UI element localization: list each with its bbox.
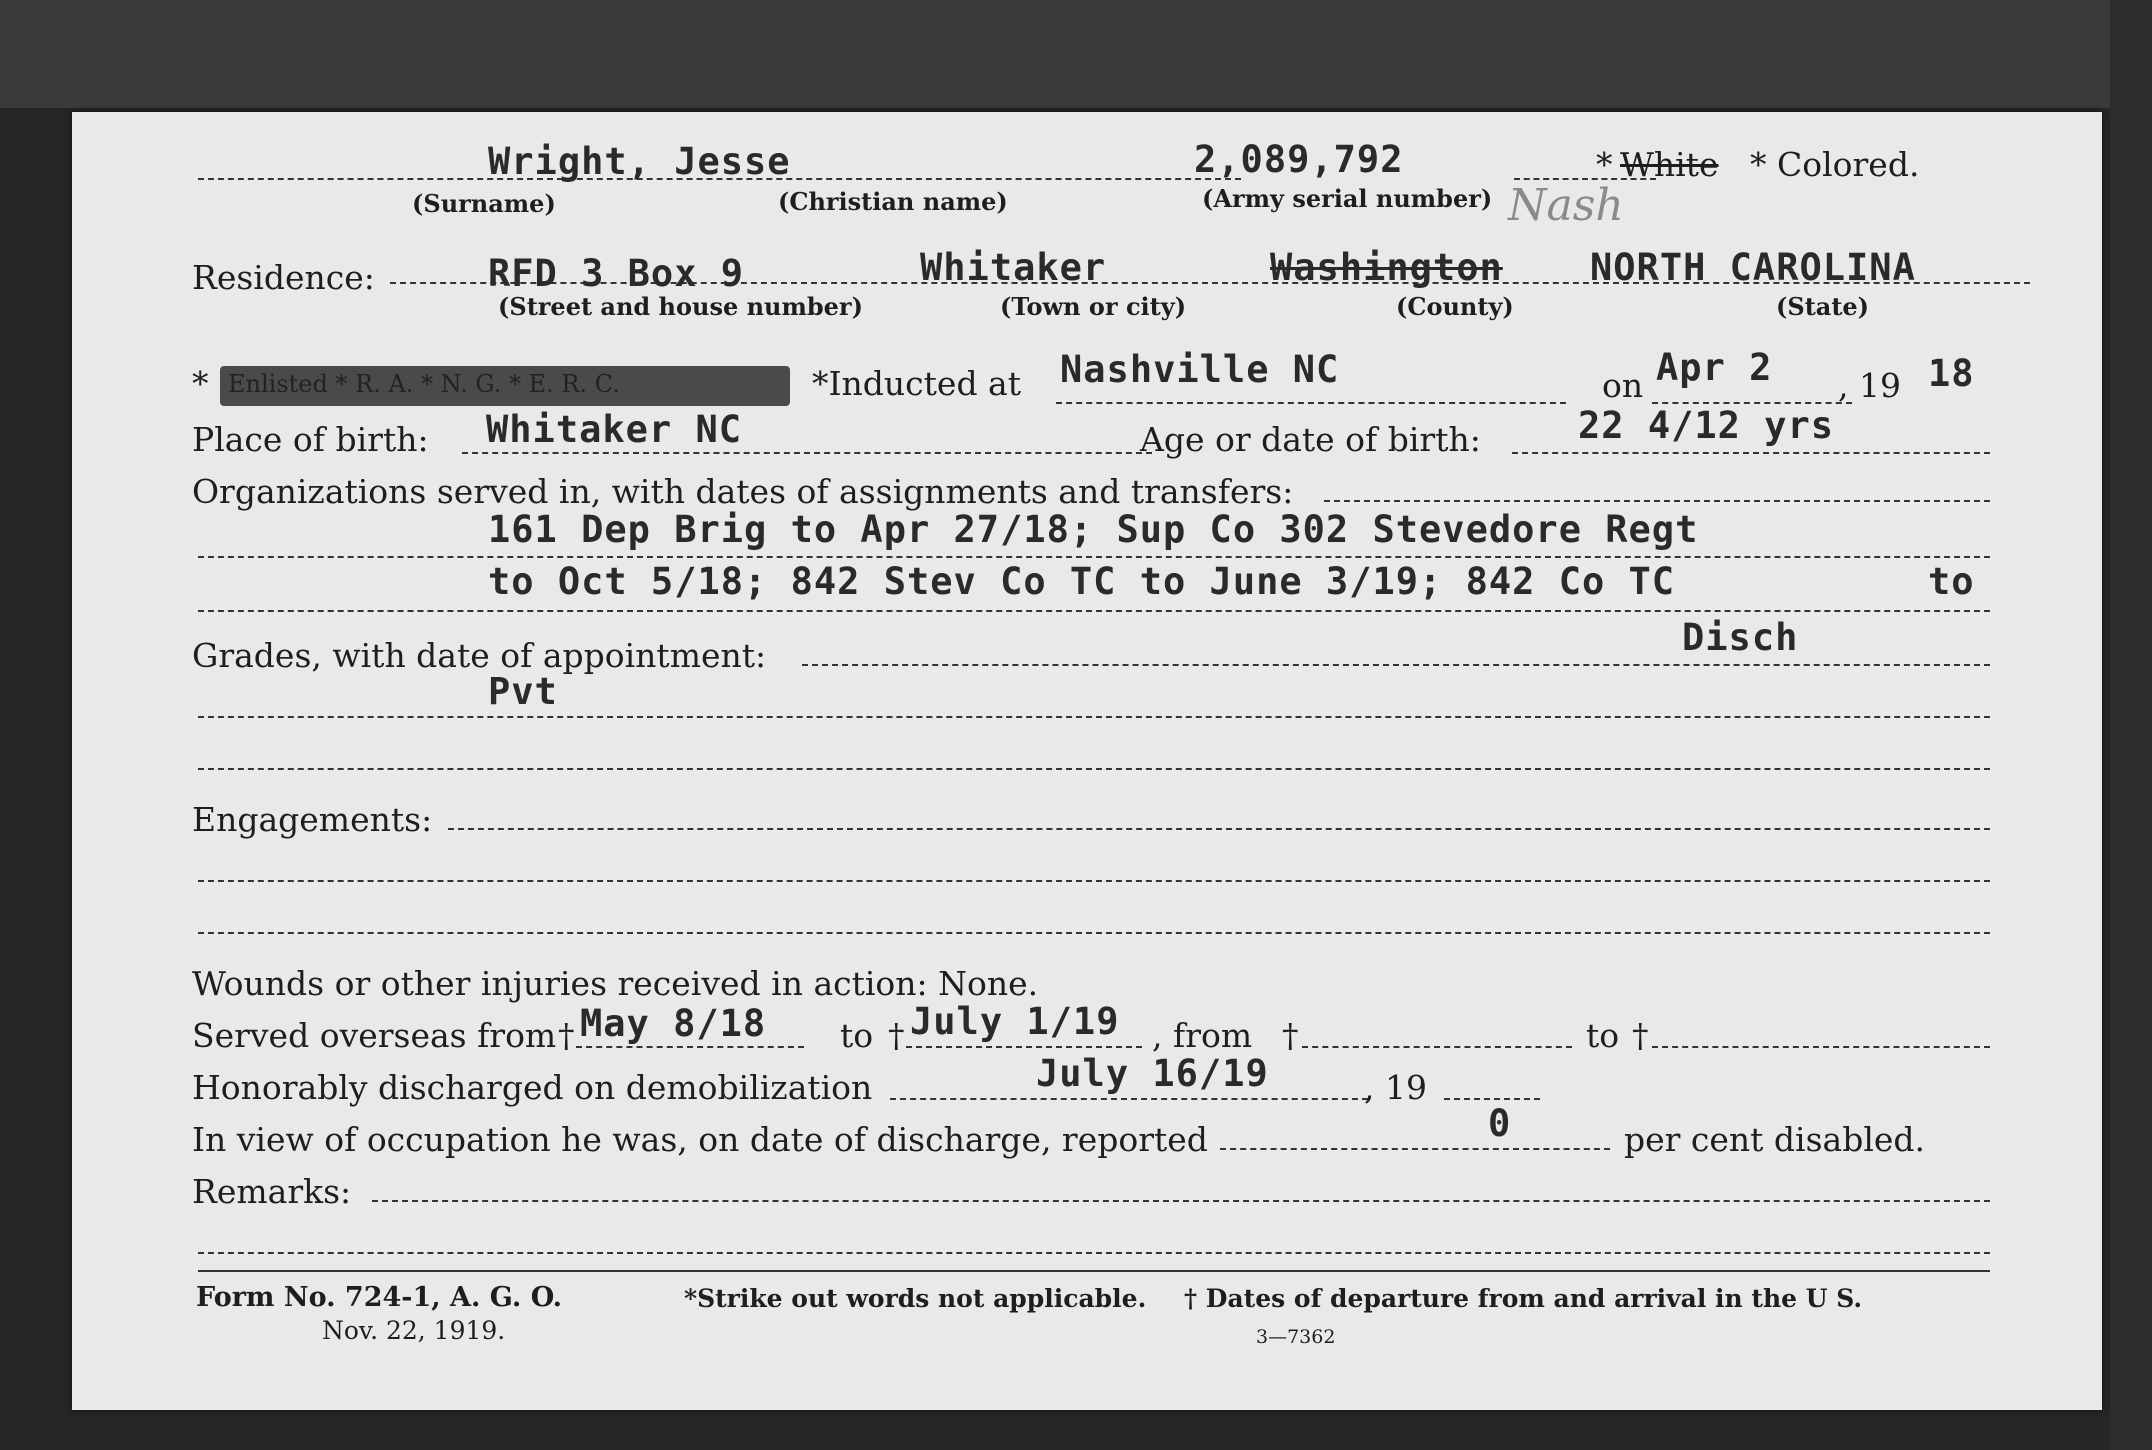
form-number: Form No. 724-1, A. G. O. <box>196 1282 563 1313</box>
race-white-struck: White <box>1620 145 1719 184</box>
dates-note: † Dates of departure from and arrival in the U S. <box>1184 1284 1863 1313</box>
organizations-line-1 <box>198 556 1990 558</box>
organizations-entry-2: to Oct 5/18; 842 Stev Co TC to June 3/19; 842 Co TC <box>488 560 1676 603</box>
discharge-label: Honorably discharged on demobilization <box>192 1068 873 1107</box>
disability-suffix: per cent disabled. <box>1624 1120 1926 1159</box>
residence-state: NORTH CAROLINA <box>1590 246 1916 289</box>
overseas-dagger-2: † <box>888 1016 905 1055</box>
service-record-card <box>72 112 2102 1410</box>
disability-line <box>1220 1148 1610 1150</box>
place-of-birth-label: Place of birth: <box>192 420 429 459</box>
street-caption: (Street and house number) <box>498 292 863 321</box>
enlisted-redaction <box>220 366 790 406</box>
overseas-from-line <box>576 1046 804 1048</box>
organizations-entry-2-tail: to <box>1928 560 1975 603</box>
overseas-to-line <box>906 1046 1142 1048</box>
grades-label: Grades, with date of appointment: <box>192 636 767 675</box>
residence-town: Whitaker <box>920 246 1107 289</box>
engagements-line-0 <box>448 828 1990 830</box>
enlisted-struck-text: Enlisted * R. A. * N. G. * E. R. C. <box>228 370 620 398</box>
county-caption: (County) <box>1396 292 1514 321</box>
residence-street: RFD 3 Box 9 <box>488 252 745 295</box>
place-of-birth-value: Whitaker NC <box>486 408 743 451</box>
grades-value: Pvt <box>488 670 558 713</box>
overseas-to-label-2: to <box>1586 1016 1620 1055</box>
inducted-year-prefix: , 19 <box>1838 366 1901 405</box>
surname-caption: (Surname) <box>412 189 556 218</box>
organizations-entry-3: Disch <box>1682 616 1799 659</box>
discharge-year-line <box>1444 1098 1540 1100</box>
overseas-to-line-2 <box>1652 1046 1990 1048</box>
overseas-label: Served overseas from <box>192 1016 557 1055</box>
disability-percent: 0 <box>1488 1102 1512 1145</box>
inducted-year: 18 <box>1928 352 1975 395</box>
overseas-to-date: July 1/19 <box>910 1000 1120 1043</box>
discharge-year-suffix: , 19 <box>1364 1068 1427 1107</box>
army-serial-number: 2,089,792 <box>1194 138 1404 181</box>
grades-line-2 <box>198 768 1990 770</box>
inducted-place-line <box>1056 402 1566 404</box>
enlisted-star: * <box>192 364 209 403</box>
remarks-line-2 <box>198 1252 1990 1254</box>
residence-county-struck: Washington <box>1270 246 1503 289</box>
grades-line-0 <box>802 664 1990 666</box>
overseas-dagger-3: † <box>1282 1016 1299 1055</box>
inducted-date: Apr 2 <box>1656 346 1773 389</box>
remarks-label: Remarks: <box>192 1172 352 1211</box>
serial-caption: (Army serial number) <box>1202 184 1493 213</box>
state-caption: (State) <box>1776 292 1870 321</box>
organizations-entry-1: 161 Dep Brig to Apr 27/18; Sup Co 302 Stevedore Regt <box>488 508 1699 551</box>
residence-label: Residence: <box>192 258 375 297</box>
scanner-background-top <box>0 0 2152 108</box>
overseas-dagger-4: † <box>1632 1016 1649 1055</box>
strike-note: *Strike out words not applicable. <box>684 1284 1147 1313</box>
engagements-line-2 <box>198 932 1990 934</box>
footer-rule <box>198 1270 1990 1272</box>
overseas-from-label-2: , from <box>1152 1016 1253 1055</box>
race-asterisk: * <box>1596 145 1613 184</box>
discharge-date: July 16/19 <box>1036 1052 1269 1095</box>
discharge-line <box>890 1098 1368 1100</box>
overseas-from-line-2 <box>1302 1046 1572 1048</box>
inducted-label: *Inducted at <box>812 364 1021 403</box>
wounds-statement: Wounds or other injuries received in action: None. <box>192 964 1039 1003</box>
organizations-line-2 <box>198 610 1990 612</box>
age-value: 22 4/12 yrs <box>1578 404 1835 447</box>
inducted-on-label: on <box>1602 366 1644 405</box>
place-of-birth-line <box>462 452 1152 454</box>
remarks-line-1 <box>372 1200 1990 1202</box>
scanner-background-right <box>2110 0 2152 1450</box>
organizations-label: Organizations served in, with dates of assignments and transfers: <box>192 472 1294 511</box>
engagements-label: Engagements: <box>192 800 433 839</box>
age-label: Age or date of birth: <box>1140 420 1481 459</box>
overseas-to-label: to <box>840 1016 874 1055</box>
disability-label: In view of occupation he was, on date of discharge, reported <box>192 1120 1208 1159</box>
inducted-place: Nashville NC <box>1060 348 1340 391</box>
grades-line-1 <box>198 716 1990 718</box>
print-code: 3—7362 <box>1256 1326 1336 1348</box>
town-caption: (Town or city) <box>1000 292 1187 321</box>
organizations-line-0 <box>1324 500 1990 502</box>
surname-value: Wright, Jesse <box>488 140 791 183</box>
overseas-dagger-1: † <box>558 1016 575 1055</box>
engagements-line-1 <box>198 880 1990 882</box>
overseas-from-date: May 8/18 <box>580 1002 767 1045</box>
residence-county-handwritten: Nash <box>1508 180 1624 231</box>
form-date: Nov. 22, 1919. <box>322 1316 506 1345</box>
age-line <box>1512 452 1990 454</box>
christian-name-caption: (Christian name) <box>778 187 1008 216</box>
race-colored: * Colored. <box>1750 145 1920 184</box>
